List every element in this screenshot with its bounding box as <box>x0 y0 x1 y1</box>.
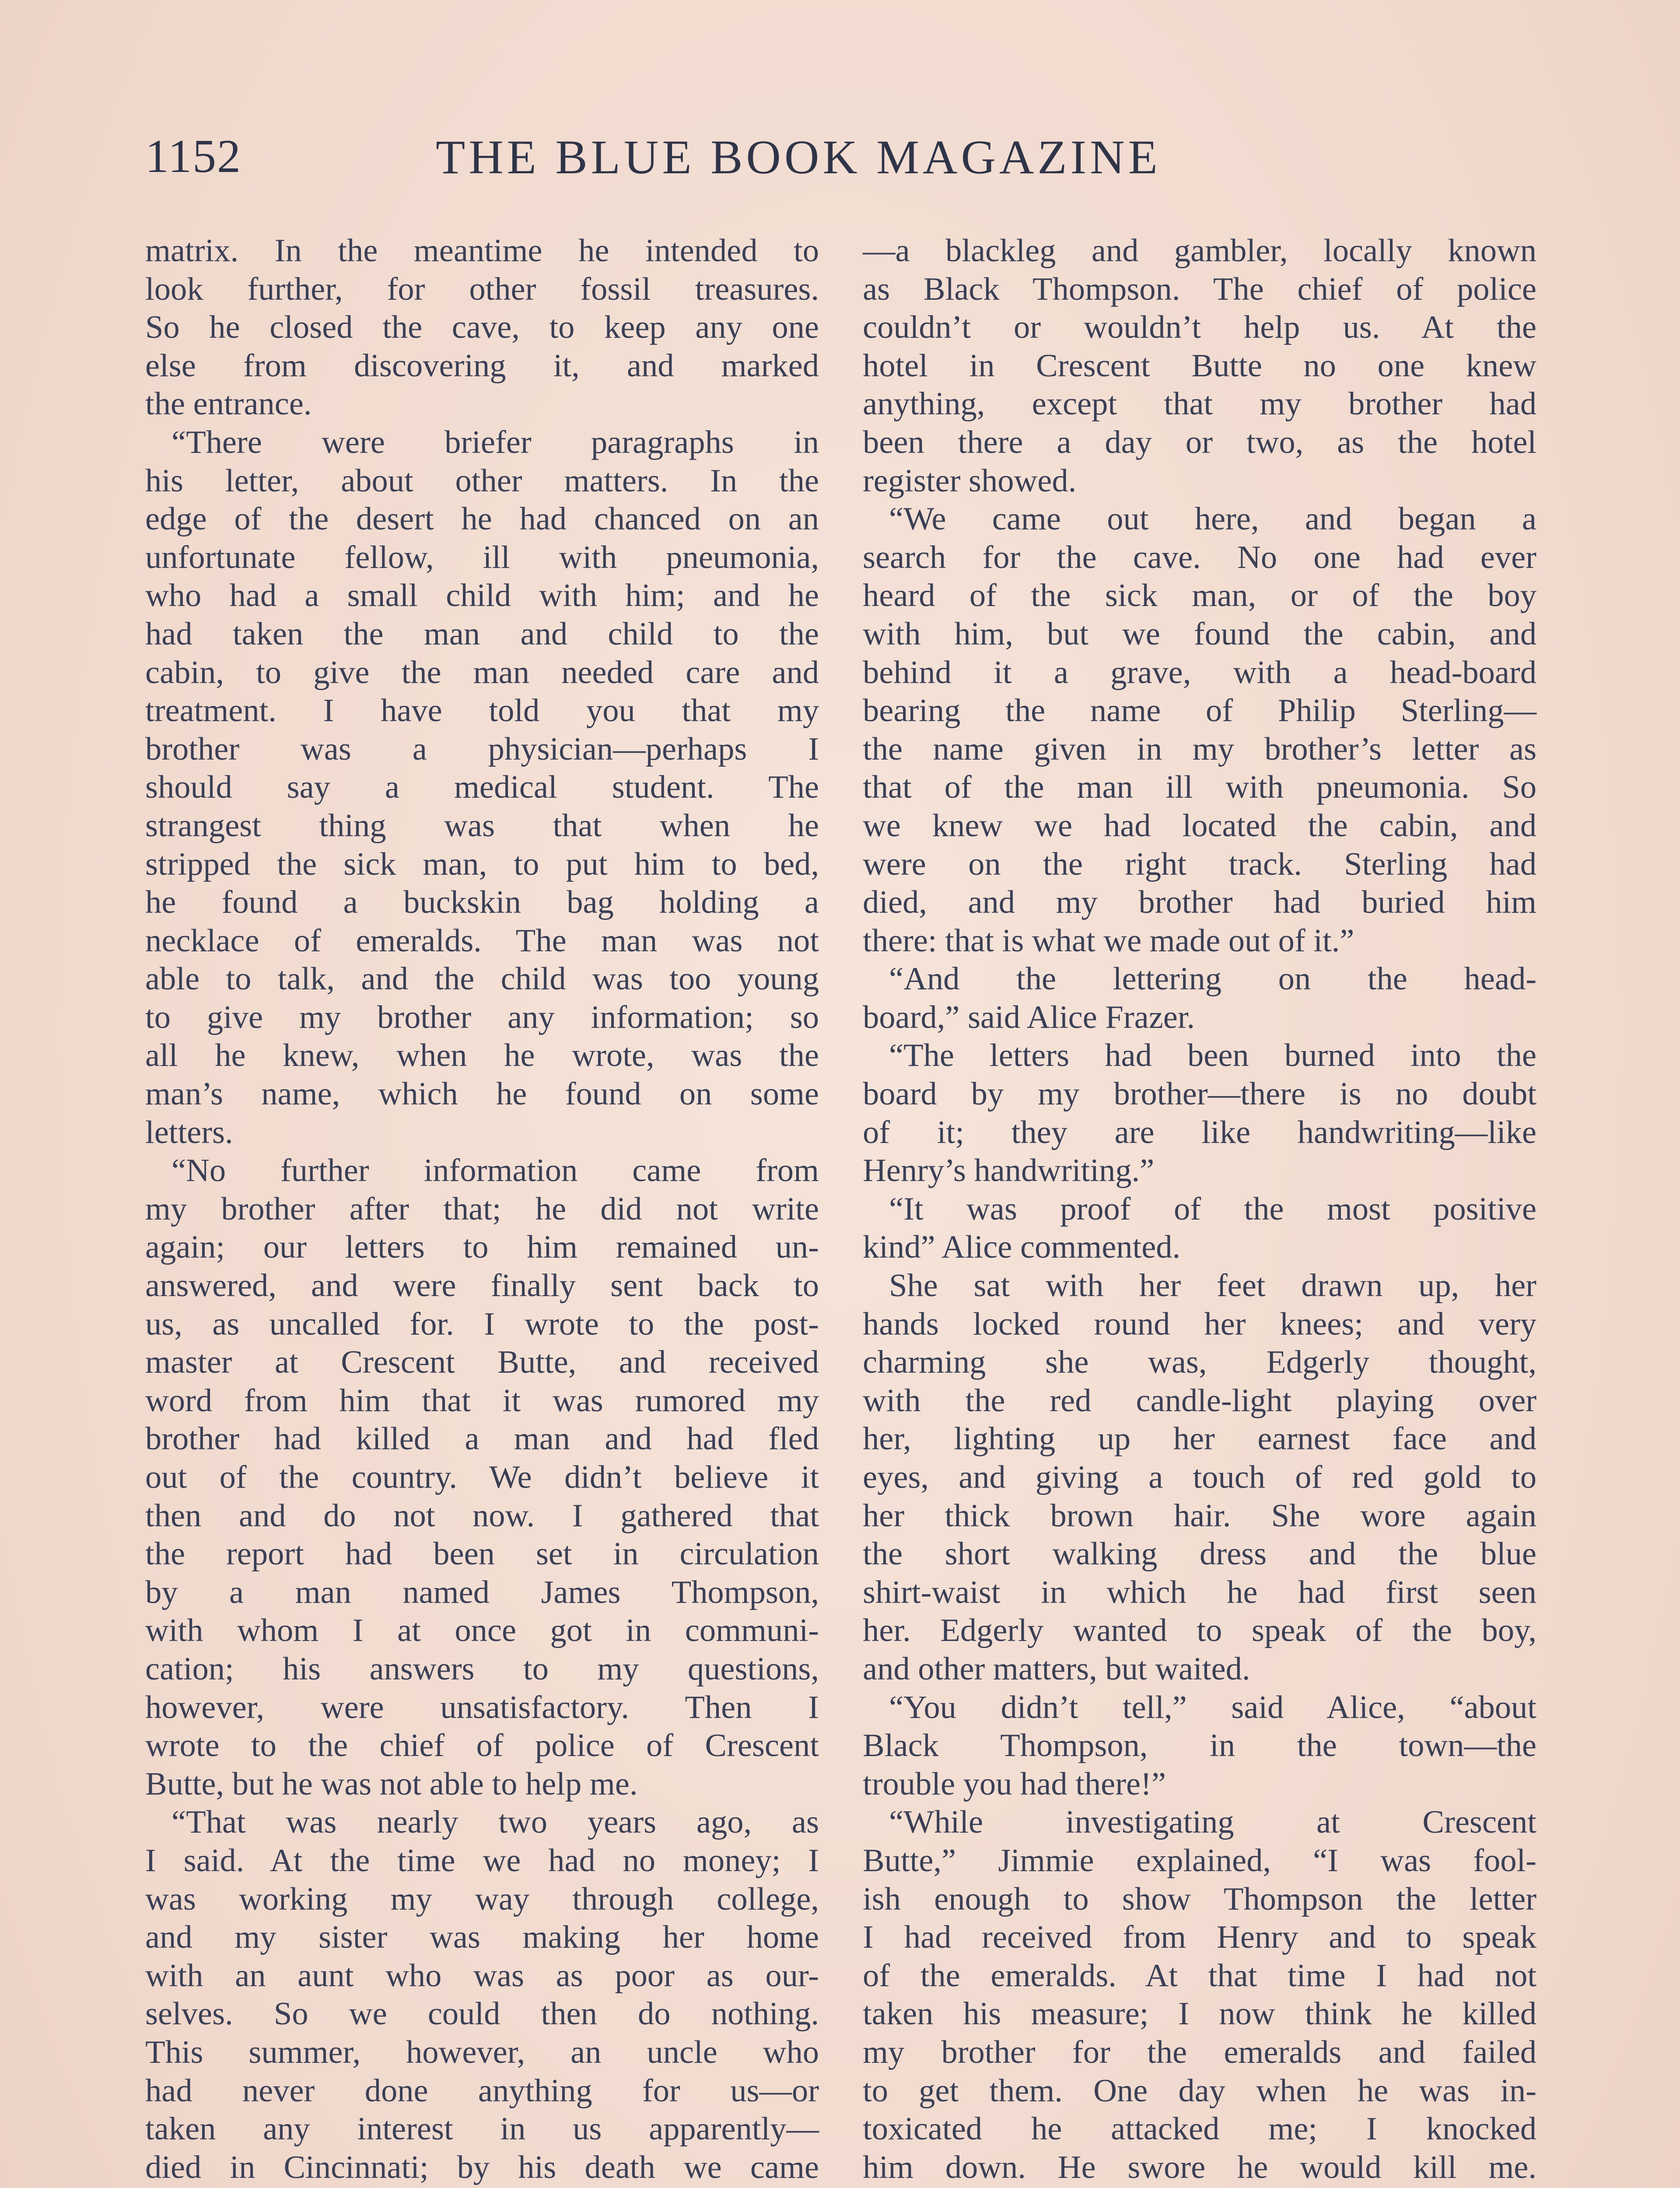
text-line: “And the lettering on the head- <box>889 961 1536 997</box>
text-line: word from him that it was rumored my <box>145 1382 819 1419</box>
text-line: man’s name, which he found on some <box>145 1076 819 1112</box>
text-line: hands locked round her knees; and very <box>863 1306 1536 1342</box>
text-line: She sat with her feet drawn up, her <box>889 1268 1536 1304</box>
text-column-right <box>863 232 1536 2188</box>
text-line: with the red candle-light playing over <box>863 1382 1536 1419</box>
text-line: with whom I at once got in communi- <box>145 1613 819 1649</box>
text-line: stripped the sick man, to put him to bed, <box>145 846 819 882</box>
text-line: search for the cave. No one had ever <box>863 539 1536 575</box>
text-line: anything, except that my brother had <box>863 386 1536 422</box>
text-line: “We came out here, and began a <box>889 501 1536 537</box>
text-line: out of the country. We didn’t believe it <box>145 1459 819 1495</box>
text-line: should say a medical student. The <box>145 769 819 806</box>
text-line: and other matters, but waited. <box>863 1651 1250 1687</box>
text-line: cabin, to give the man needed care and <box>145 654 819 691</box>
text-line: of it; they are like handwriting—like <box>863 1114 1536 1150</box>
text-line: else from discovering it, and marked <box>145 347 819 384</box>
text-line: were on the right track. Sterling had <box>863 846 1536 882</box>
text-line: look further, for other fossil treasures. <box>145 271 819 307</box>
text-line: my brother after that; he did not write <box>145 1191 819 1227</box>
text-line: the report had been set in circulation <box>145 1536 819 1572</box>
magazine-title: THE BLUE BOOK MAGAZINE <box>436 130 1161 184</box>
text-line: kind” Alice commented. <box>863 1229 1181 1266</box>
text-line: charming she was, Edgerly thought, <box>863 1344 1536 1381</box>
text-line: her, lighting up her earnest face and <box>863 1421 1536 1457</box>
text-line: “That was nearly two years ago, as <box>172 1804 819 1841</box>
text-line: who had a small child with him; and he <box>145 578 819 614</box>
text-line: the entrance. <box>145 386 312 422</box>
text-line: us, as uncalled for. I wrote to the post- <box>145 1306 819 1342</box>
text-line: was working my way through college, <box>145 1881 819 1917</box>
text-line: brother had killed a man and had fled <box>145 1421 819 1457</box>
text-line: This summer, however, an uncle who <box>145 2034 819 2070</box>
text-line: Black Thompson, in the town—the <box>863 1728 1536 1764</box>
text-line: “The letters had been burned into the <box>889 1038 1536 1074</box>
text-line: by a man named James Thompson, <box>145 1574 819 1610</box>
text-line: eyes, and giving a touch of red gold to <box>863 1459 1536 1495</box>
text-line: died in Cincinnati; by his death we came <box>145 2149 819 2185</box>
text-line: his letter, about other matters. In the <box>145 463 819 499</box>
text-line: couldn’t or wouldn’t help us. At the <box>863 309 1536 346</box>
text-line: Butte,” Jimmie explained, “I was fool- <box>863 1842 1536 1879</box>
text-line: “No further information came from <box>172 1153 819 1189</box>
text-line: board by my brother—there is no doubt <box>863 1076 1536 1112</box>
text-line: —a blackleg and gambler, locally known <box>863 233 1536 269</box>
text-line: toxicated he attacked me; I knocked <box>863 2111 1536 2147</box>
text-line: her. Edgerly wanted to speak of the boy, <box>863 1613 1536 1649</box>
text-line: of the emeralds. At that time I had not <box>863 1957 1536 1994</box>
text-line: to give my brother any information; so <box>145 999 819 1035</box>
text-line: “You didn’t tell,” said Alice, “about <box>889 1689 1536 1725</box>
text-line: had taken the man and child to the <box>145 616 819 652</box>
text-line: however, were unsatisfactory. Then I <box>145 1689 819 1725</box>
text-line: ish enough to show Thompson the letter <box>863 1881 1536 1917</box>
text-line: all he knew, when he wrote, was the <box>145 1038 819 1074</box>
text-column-left <box>145 232 819 2188</box>
text-line: wrote to the chief of police of Crescent <box>145 1728 819 1764</box>
text-line: taken any interest in us apparently— <box>145 2111 819 2147</box>
text-line: taken his measure; I now think he killed <box>863 1996 1536 2032</box>
text-line: I said. At the time we had no money; I <box>145 1842 819 1879</box>
text-line: hotel in Crescent Butte no one knew <box>863 347 1536 384</box>
text-line: my brother for the emeralds and failed <box>863 2034 1536 2070</box>
text-line: as Black Thompson. The chief of police <box>863 271 1536 307</box>
text-line: answered, and were finally sent back to <box>145 1268 819 1304</box>
text-line: trouble you had there!” <box>863 1766 1166 1802</box>
text-line: master at Crescent Butte, and received <box>145 1344 819 1381</box>
text-line: necklace of emeralds. The man was not <box>145 922 819 959</box>
text-line: with an aunt who was as poor as our- <box>145 1957 819 1994</box>
text-line: edge of the desert he had chanced on an <box>145 501 819 537</box>
text-line: and my sister was making her home <box>145 1919 819 1956</box>
text-line: register showed. <box>863 463 1077 499</box>
text-line: cation; his answers to my questions, <box>145 1651 819 1687</box>
text-line: Henry’s handwriting.” <box>863 1153 1155 1189</box>
text-line: matrix. In the meantime he intended to <box>145 233 819 269</box>
text-line: heard of the sick man, or of the boy <box>863 578 1536 614</box>
text-line: him down. He swore he would kill me. <box>863 2149 1536 2185</box>
text-line: shirt-waist in which he had first seen <box>863 1574 1536 1610</box>
text-line: her thick brown hair. She wore again <box>863 1497 1536 1534</box>
text-line: letters. <box>145 1114 233 1150</box>
text-line: that of the man ill with pneumonia. So <box>863 769 1536 806</box>
text-line: “There were briefer paragraphs in <box>172 424 819 460</box>
text-line: Butte, but he was not able to help me. <box>145 1766 638 1802</box>
text-line: he found a buckskin bag holding a <box>145 884 819 921</box>
text-line: then and do not now. I gathered that <box>145 1497 819 1534</box>
text-line: unfortunate fellow, ill with pneumonia, <box>145 539 819 575</box>
text-line: selves. So we could then do nothing. <box>145 1996 819 2032</box>
text-line: So he closed the cave, to keep any one <box>145 309 819 346</box>
text-line: died, and my brother had buried him <box>863 884 1536 921</box>
text-line: we knew we had located the cabin, and <box>863 807 1536 844</box>
page-number: 1152 <box>145 130 242 182</box>
text-line: behind it a grave, with a head-board <box>863 654 1536 691</box>
text-line: able to talk, and the child was too young <box>145 961 819 997</box>
text-line: “It was proof of the most positive <box>889 1191 1536 1227</box>
text-line: treatment. I have told you that my <box>145 693 819 729</box>
text-line: the short walking dress and the blue <box>863 1536 1536 1572</box>
text-line: to get them. One day when he was in- <box>863 2072 1536 2109</box>
page-header <box>145 130 1545 195</box>
text-line: board,” said Alice Frazer. <box>863 999 1195 1035</box>
text-line: bearing the name of Philip Sterling— <box>863 693 1536 729</box>
text-line: again; our letters to him remained un- <box>145 1229 819 1266</box>
text-line: I had received from Henry and to speak <box>863 1919 1536 1956</box>
text-line: been there a day or two, as the hotel <box>863 424 1536 460</box>
text-line: “While investigating at Crescent <box>889 1804 1536 1841</box>
text-line: there: that is what we made out of it.” <box>863 922 1354 959</box>
text-line: with him, but we found the cabin, and <box>863 616 1536 652</box>
text-line: the name given in my brother’s letter as <box>863 731 1536 767</box>
text-line: brother was a physician—perhaps I <box>145 731 819 767</box>
text-line: had never done anything for us—or <box>145 2072 819 2109</box>
text-line: strangest thing was that when he <box>145 807 819 844</box>
